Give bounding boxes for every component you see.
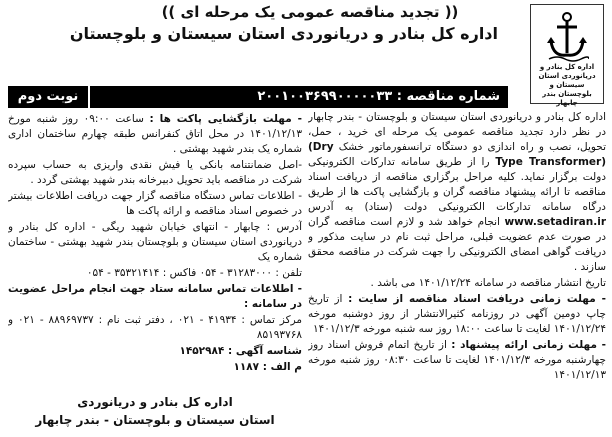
tender-number: شماره مناقصه : ۲۰۰۱۰۰۳۶۹۹۰۰۰۰۰۳۳: [90, 86, 508, 108]
footer-organization: [8, 393, 302, 429]
round-badge: نوبت دوم: [8, 86, 88, 108]
organization-logo: [530, 4, 604, 107]
notice-title: (( تجدید مناقصه عمومی یک مرحله ای )): [161, 3, 459, 21]
footer-org-line2: استان سیستان و بلوچستان - بندر چابهار: [35, 413, 275, 427]
guarantee-note: -اصل ضمانتنامه بانکی یا فیش نقدی واریزی به حساب سپرده شرکت در مناقصه باید تحویل دبیرخانه بندر شهید بهشتی گردد .: [8, 159, 302, 186]
footer-org-line1: اداره کل بنادر و دریانوردی: [77, 395, 233, 409]
organization-title: اداره کل بنادر و دریانوردی استان سیستان و بلوچستان: [69, 24, 498, 43]
opening-time: - مهلت بازگشایی پاکت ها : ساعت ۰۹:۰۰ روز شنبه مورخ ۱۴۰۱/۱۲/۱۳ در محل اتاق کنفرانس طبقه چهارم ساختمان اداری شماره یک بندر شهید بهشتی .: [8, 113, 302, 155]
left-column: [8, 112, 302, 374]
setad-contact-heading: - اطلاعات تماس سامانه ستاد جهت انجام مراحل عضویت در سامانه :: [8, 283, 302, 310]
phone-fax: تلفن : ۳۱۲۸۳۰۰۰ - ۰۵۴ فاکس : ۳۵۳۲۱۴۱۴ - ۰۵۴: [86, 267, 302, 279]
contact-info: - اطلاعات تماس دستگاه مناقصه گزار جهت دریافت اطلاعات بیشتر در خصوص اسناد مناقصه و ارائه پاکت ها: [8, 190, 302, 217]
submit-deadline-heading: - مهلت زمانی ارائه پیشنهاد :: [451, 339, 606, 351]
opening-heading: - مهلت بازگشایی پاکت ها :: [149, 113, 302, 125]
publish-date: تاریخ انتشار مناقصه در سامانه ۱۴۰۱/۱۲/۲۴ می باشد .: [370, 277, 606, 289]
receive-deadline: - مهلت زمانی دریافت اسناد مناقصه از سایت : از تاریخ چاپ دومین آگهی در روزنامه کثیرالانتشار از روز دوشنبه مورخه ۱۴۰۱/۱۲/۲۴ لغایت تا ساعت ۱۸:۰۰ روز سه شنبه مورخه ۱۴۰۱/۱۲/۳: [308, 293, 606, 335]
transformer-type: (Dry Type Transformer): [308, 141, 606, 168]
address: آدرس : چابهار - انتهای خیابان شهید ریگی - اداره کل بنادر و دریانوردی استان سیستان و بلوچستان بندر شهید بهشتی - ساختمان شماره یک: [8, 221, 302, 263]
intro-paragraph: اداره کل بنادر و دریانوردی استان سیستان و بلوچستان - بندر چابهار در نظر دارد تجدید مناقصه عمومی یک مرحله ای خرید ، حمل، تحویل، نصب و راه اندازی دو دستگاه ترانسفورماتور خشک (Dry Type Transformer) را از طریق سامانه تدارکات الکترونیکی دولت برگزار نماید. کلیه مراحل برگزاری مناقصه از دریافت اسناد مناقصه تا ارائه پیشنهاد مناقصه گران و بازگشایی پاکت ها از طریق درگاه سامانه تدارکات الکترونیکی دولت (ستاد) به آدرس www.setadiran.ir انجام خواهد شد و لازم است مناقصه گران در صورت عدم عضویت قبلی، مراحل ثبت نام در سایت مذکور و دریافت گواهی امضای الکترونیکی را جهت شرکت در مناقصه محقق سازند .: [308, 111, 606, 273]
ad-code: م الف : ۱۱۸۷: [233, 361, 302, 373]
ad-id: شناسه آگهی : ۱۴۵۲۹۸۴: [179, 345, 302, 357]
setad-support: مرکز تماس : ۴۱۹۳۴ - ۰۲۱ ، دفتر ثبت نام : ۸۸۹۶۹۷۳۷ - ۰۲۱ و ۸۵۱۹۳۷۶۸: [8, 314, 302, 341]
anchor-icon: [545, 9, 589, 63]
receive-deadline-heading: - مهلت زمانی دریافت اسناد مناقصه از سایت :: [348, 293, 606, 305]
logo-caption: اداره کل بنادر و دریانوردی استان سیستان و بلوچستان بندر چابهار: [538, 63, 596, 107]
right-column: [308, 110, 606, 434]
setad-site-link[interactable]: www.setadiran.ir: [504, 216, 606, 228]
submit-deadline: - مهلت زمانی ارائه پیشنهاد : از تاریخ اتمام فروش اسناد روز چهارشنبه مورخه ۱۴۰۱/۱۲/۳ لغایت تا ساعت ۰۸:۳۰ روز شنبه مورخه ۱۴۰۱/۱۲/۱۳: [308, 339, 606, 381]
